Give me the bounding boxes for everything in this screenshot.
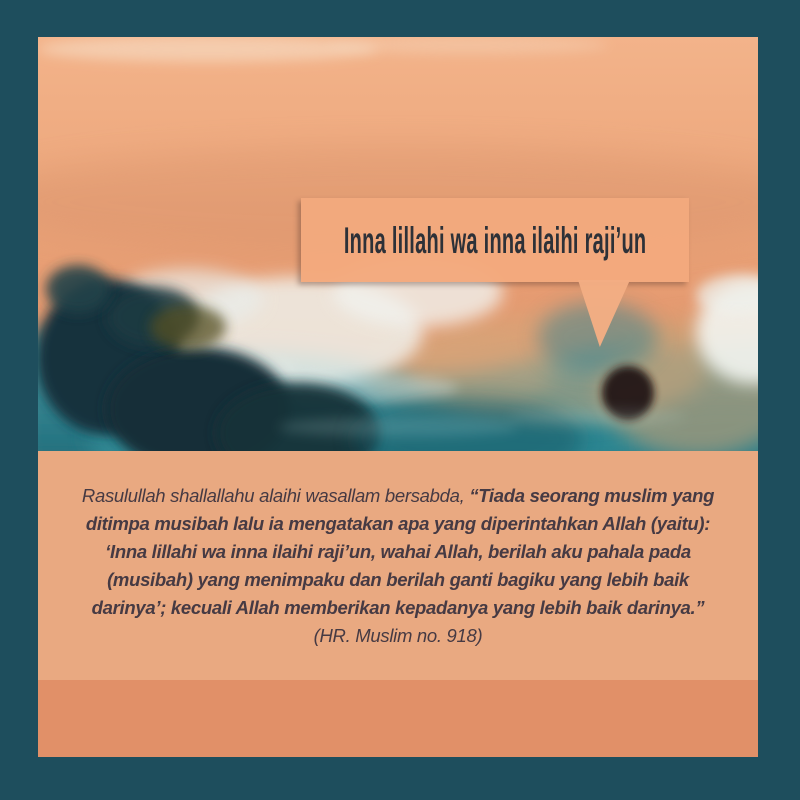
hadith-text [74,482,722,650]
quote-intro: Rasulullah shallallahu alaihi wasallam bersabda, [81,484,470,506]
speech-bubble [301,198,689,282]
footer-strip [38,680,758,757]
quote-body: “Tiada seorang muslim yang ditimpa musibah lalu ia mengatakan apa yang diperintahkan Allah (yaitu): ‘Inna lillahi wa inna ilaihi raji’un, wahai Allah, berilah aku pahala pada (musibah) yang menimpaku dan berilah ganti bagiku yang lebih baik darinya’; kecuali Allah memberikan kepadanya yang lebih baik darinya.” [85,484,715,618]
bubble-text: Inna lillahi wa inna ilaihi raji’un [343,219,647,261]
hadith-quote-box [38,451,758,680]
quote-reference: (HR. Muslim no. 918) [313,624,483,646]
poster-card [38,37,758,757]
beach-photo [38,37,758,451]
